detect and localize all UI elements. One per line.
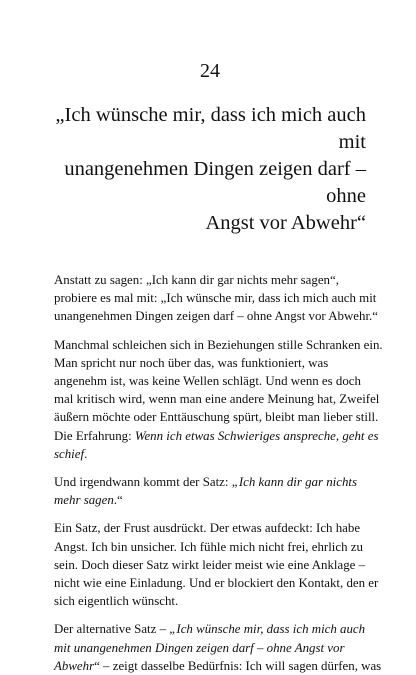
- text-run: Und irgendwann kommt der Satz:: [54, 475, 232, 490]
- italic-text: „Ich kann dir gar nichts: [231, 475, 358, 490]
- italic-text: Wenn ich etwas Schwieriges anspreche, geht es: [134, 428, 379, 443]
- italic-text: „Ich wünsche mir, dass ich mich auch: [169, 622, 366, 637]
- paragraph: [54, 336, 383, 463]
- text-line: Man spricht nur noch über das, was funktioniert, was: [54, 355, 329, 370]
- chapter-title-line: unangenehmen Dingen zeigen darf – ohne: [64, 158, 366, 207]
- italic-text: mit unangenehmen Dingen zeigen darf – ohne Angst vor: [54, 640, 345, 655]
- text-line: [54, 491, 366, 509]
- paragraph: [54, 271, 378, 326]
- paragraph: [54, 519, 379, 610]
- italic-text: mehr sagen: [54, 493, 114, 508]
- chapter-title: [54, 102, 366, 237]
- text-line: Anstatt zu sagen: „Ich kann dir gar nichts mehr sagen“,: [54, 273, 339, 287]
- text-line: [54, 427, 379, 445]
- text-line: [54, 620, 366, 638]
- text-run: Die Erfahrung:: [54, 428, 135, 443]
- text-line: Ein Satz, der Frust ausdrückt. Der etwas aufdeckt: Ich habe: [54, 521, 361, 536]
- text-line: probiere es mal mit: „Ich wünsche mir, dass ich mich auch mit: [54, 291, 377, 306]
- italic-text: Abwehr: [54, 658, 95, 673]
- chapter-title-line: Angst vor Abwehr“: [205, 212, 366, 234]
- paragraph: [54, 473, 366, 509]
- text-line: unangenehmen Dingen zeigen darf – ohne Angst vor Abwehr.“: [54, 309, 378, 324]
- text-run: “ – zeigt dasselbe Bedürfnis: Ich will sagen dürfen, was: [94, 658, 382, 673]
- text-line: [54, 473, 366, 491]
- text-line: sein. Doch dieser Satz wirkt leider meist wie eine Anklage –: [54, 557, 366, 572]
- text-run: .“: [113, 493, 123, 508]
- text-line: Angst. Ich bin unsicher. Ich fühle mich nicht frei, ehrlich zu: [54, 539, 363, 554]
- text-line: äußern möchte oder Enttäuschung spürt, bleibt man lieber still.: [54, 410, 379, 425]
- text-line: nicht wie eine Einladung. Und er blockiert den Kontakt, den er: [54, 576, 379, 591]
- text-line: [54, 657, 382, 675]
- paragraph: [54, 620, 382, 675]
- italic-text: schief: [54, 446, 85, 461]
- body-text: [54, 271, 383, 675]
- text-line: mal kritisch wird, wenn man eine andere Meinung hat, Zweifel: [54, 392, 380, 407]
- text-line: angenehm ist, was keine Wellen schlägt. Und wenn es doch: [54, 374, 361, 389]
- text-run: Der alternative Satz –: [54, 622, 170, 637]
- chapter-number: 24: [200, 60, 220, 82]
- text-run: .: [84, 446, 88, 461]
- text-line: [54, 445, 366, 463]
- text-line: [54, 639, 366, 657]
- text-line: Manchmal schleichen sich in Beziehungen stille Schranken ein.: [54, 337, 383, 352]
- text-line: sich eigentlich wünscht.: [54, 594, 179, 609]
- chapter-title-line: „Ich wünsche mir, dass ich mich auch mit: [55, 104, 366, 153]
